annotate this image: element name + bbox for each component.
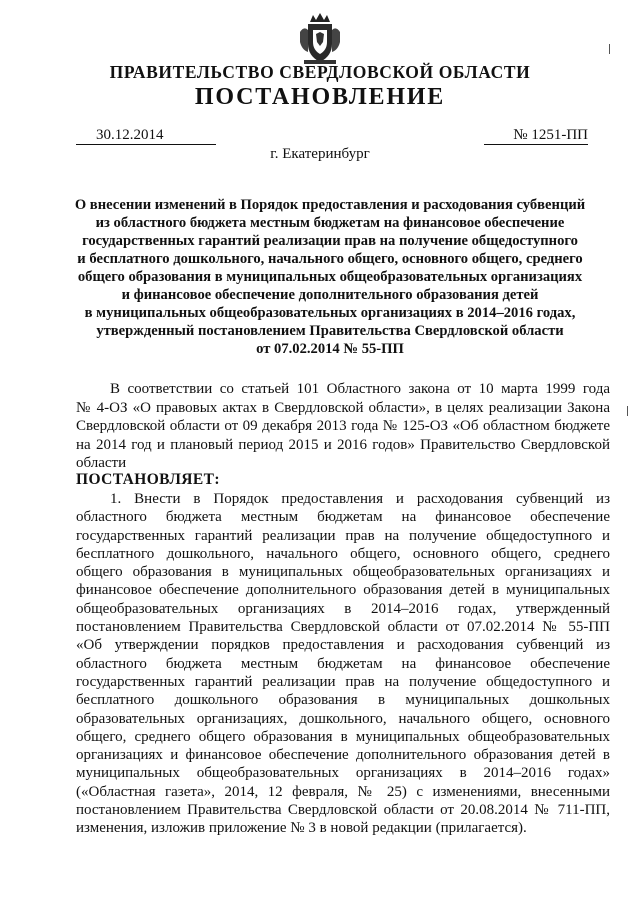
item-line: изменения, изложив приложение № 3 в новой редакции (прилагается). — [76, 820, 527, 837]
document-title — [70, 196, 590, 358]
document-date: 30.12.2014 — [76, 126, 216, 145]
item-line: муниципальных общеобразовательных организациях в 2014–2016 годах» — [76, 765, 610, 782]
item-line: бесплатного дошкольного, начального общего, основного общего, среднего — [76, 545, 610, 562]
item-line: государственных гарантий реализации прав на получение общедоступного и — [76, 527, 610, 544]
document-type: ПОСТАНОВЛЕНИЕ — [194, 84, 446, 110]
preamble-paragraph — [76, 380, 610, 473]
title-line: государственных гарантий реализации прав на получение общедоступного — [82, 233, 578, 249]
preamble-line: Свердловской области от 09 декабря 2013 года № 125-ОЗ «Об областном бюджете — [76, 418, 610, 435]
scan-mark — [609, 44, 610, 54]
item-1-paragraph — [76, 490, 610, 838]
item-line: постановлением Правительства Свердловской области от 20.08.2014 № 711-ПП, — [76, 802, 610, 819]
preamble-line: № 4-ОЗ «О правовых актах в Свердловской области», в целях реализации Закона — [76, 399, 610, 416]
title-line: от 07.02.2014 № 55-ПП — [256, 341, 404, 357]
document-city: г. Екатеринбург — [270, 146, 370, 162]
item-line: финансовое обеспечение дополнительного образования детей в муниципальных — [76, 582, 610, 599]
item-line: государственных гарантий реализации прав на получение общедоступного и — [76, 673, 610, 690]
resolves-heading: ПОСТАНОВЛЯЕТ: — [76, 471, 220, 488]
item-line: областного бюджета местным бюджетам на финансовое обеспечение — [76, 509, 610, 526]
item-line: общеобразовательных организациях в 2014–2016 годах, утвержденный — [76, 600, 610, 617]
title-line: общего образования в муниципальных общеобразовательных организациях — [77, 269, 583, 285]
item-line: организациях и финансовое обеспечение дополнительного образования детей в — [76, 747, 610, 764]
item-line: общего, среднего общего образования в муниципальных общеобразовательных — [76, 728, 610, 745]
preamble-line: на 2014 год и плановый период 2015 и 2016 годов» Правительство Свердловской — [76, 436, 610, 453]
item-line: бесплатного дошкольного образования в муниципальных дошкольных — [76, 692, 610, 709]
title-line: утвержденный постановлением Правительства Свердловской области — [96, 323, 564, 339]
title-line: в муниципальных общеобразовательных организациях в 2014–2016 годах, — [84, 305, 576, 321]
coat-of-arms-icon — [296, 12, 344, 66]
title-line: и финансовое обеспечение дополнительного образования детей — [121, 287, 539, 303]
preamble-line: области — [76, 455, 127, 472]
item-line: 1. Внести в Порядок предоставления и расходования субвенций из — [110, 491, 610, 507]
item-line: образовательных организациях, дошкольного, начального общего, основного — [76, 710, 610, 727]
preamble-line: В соответствии со статьей 101 Областного закона от 10 марта 1999 года — [110, 381, 610, 397]
government-name: ПРАВИТЕЛЬСТВО СВЕРДЛОВСКОЙ ОБЛАСТИ — [109, 62, 531, 82]
scan-mark — [627, 406, 628, 416]
title-line: О внесении изменений в Порядок предоставления и расходования субвенций — [74, 197, 586, 213]
item-line: областного бюджета местным бюджетам на финансовое обеспечение — [76, 655, 610, 672]
item-line: «Об утверждении порядков предоставления и расходования субвенций из — [76, 637, 610, 654]
item-line: общего образования в муниципальных общеобразовательных организациях и — [76, 564, 610, 581]
item-line: («Областная газета», 2014, 12 февраля, № 25) с изменениями, внесенными — [76, 783, 610, 800]
title-line: из областного бюджета местным бюджетам на финансовое обеспечение — [95, 215, 565, 231]
item-line: постановлением Правительства Свердловской области от 07.02.2014 № 55-ПП — [76, 619, 610, 636]
document-number: № 1251-ПП — [484, 126, 588, 145]
title-line: и бесплатного дошкольного, начального общего, основного общего, среднего — [77, 251, 583, 267]
